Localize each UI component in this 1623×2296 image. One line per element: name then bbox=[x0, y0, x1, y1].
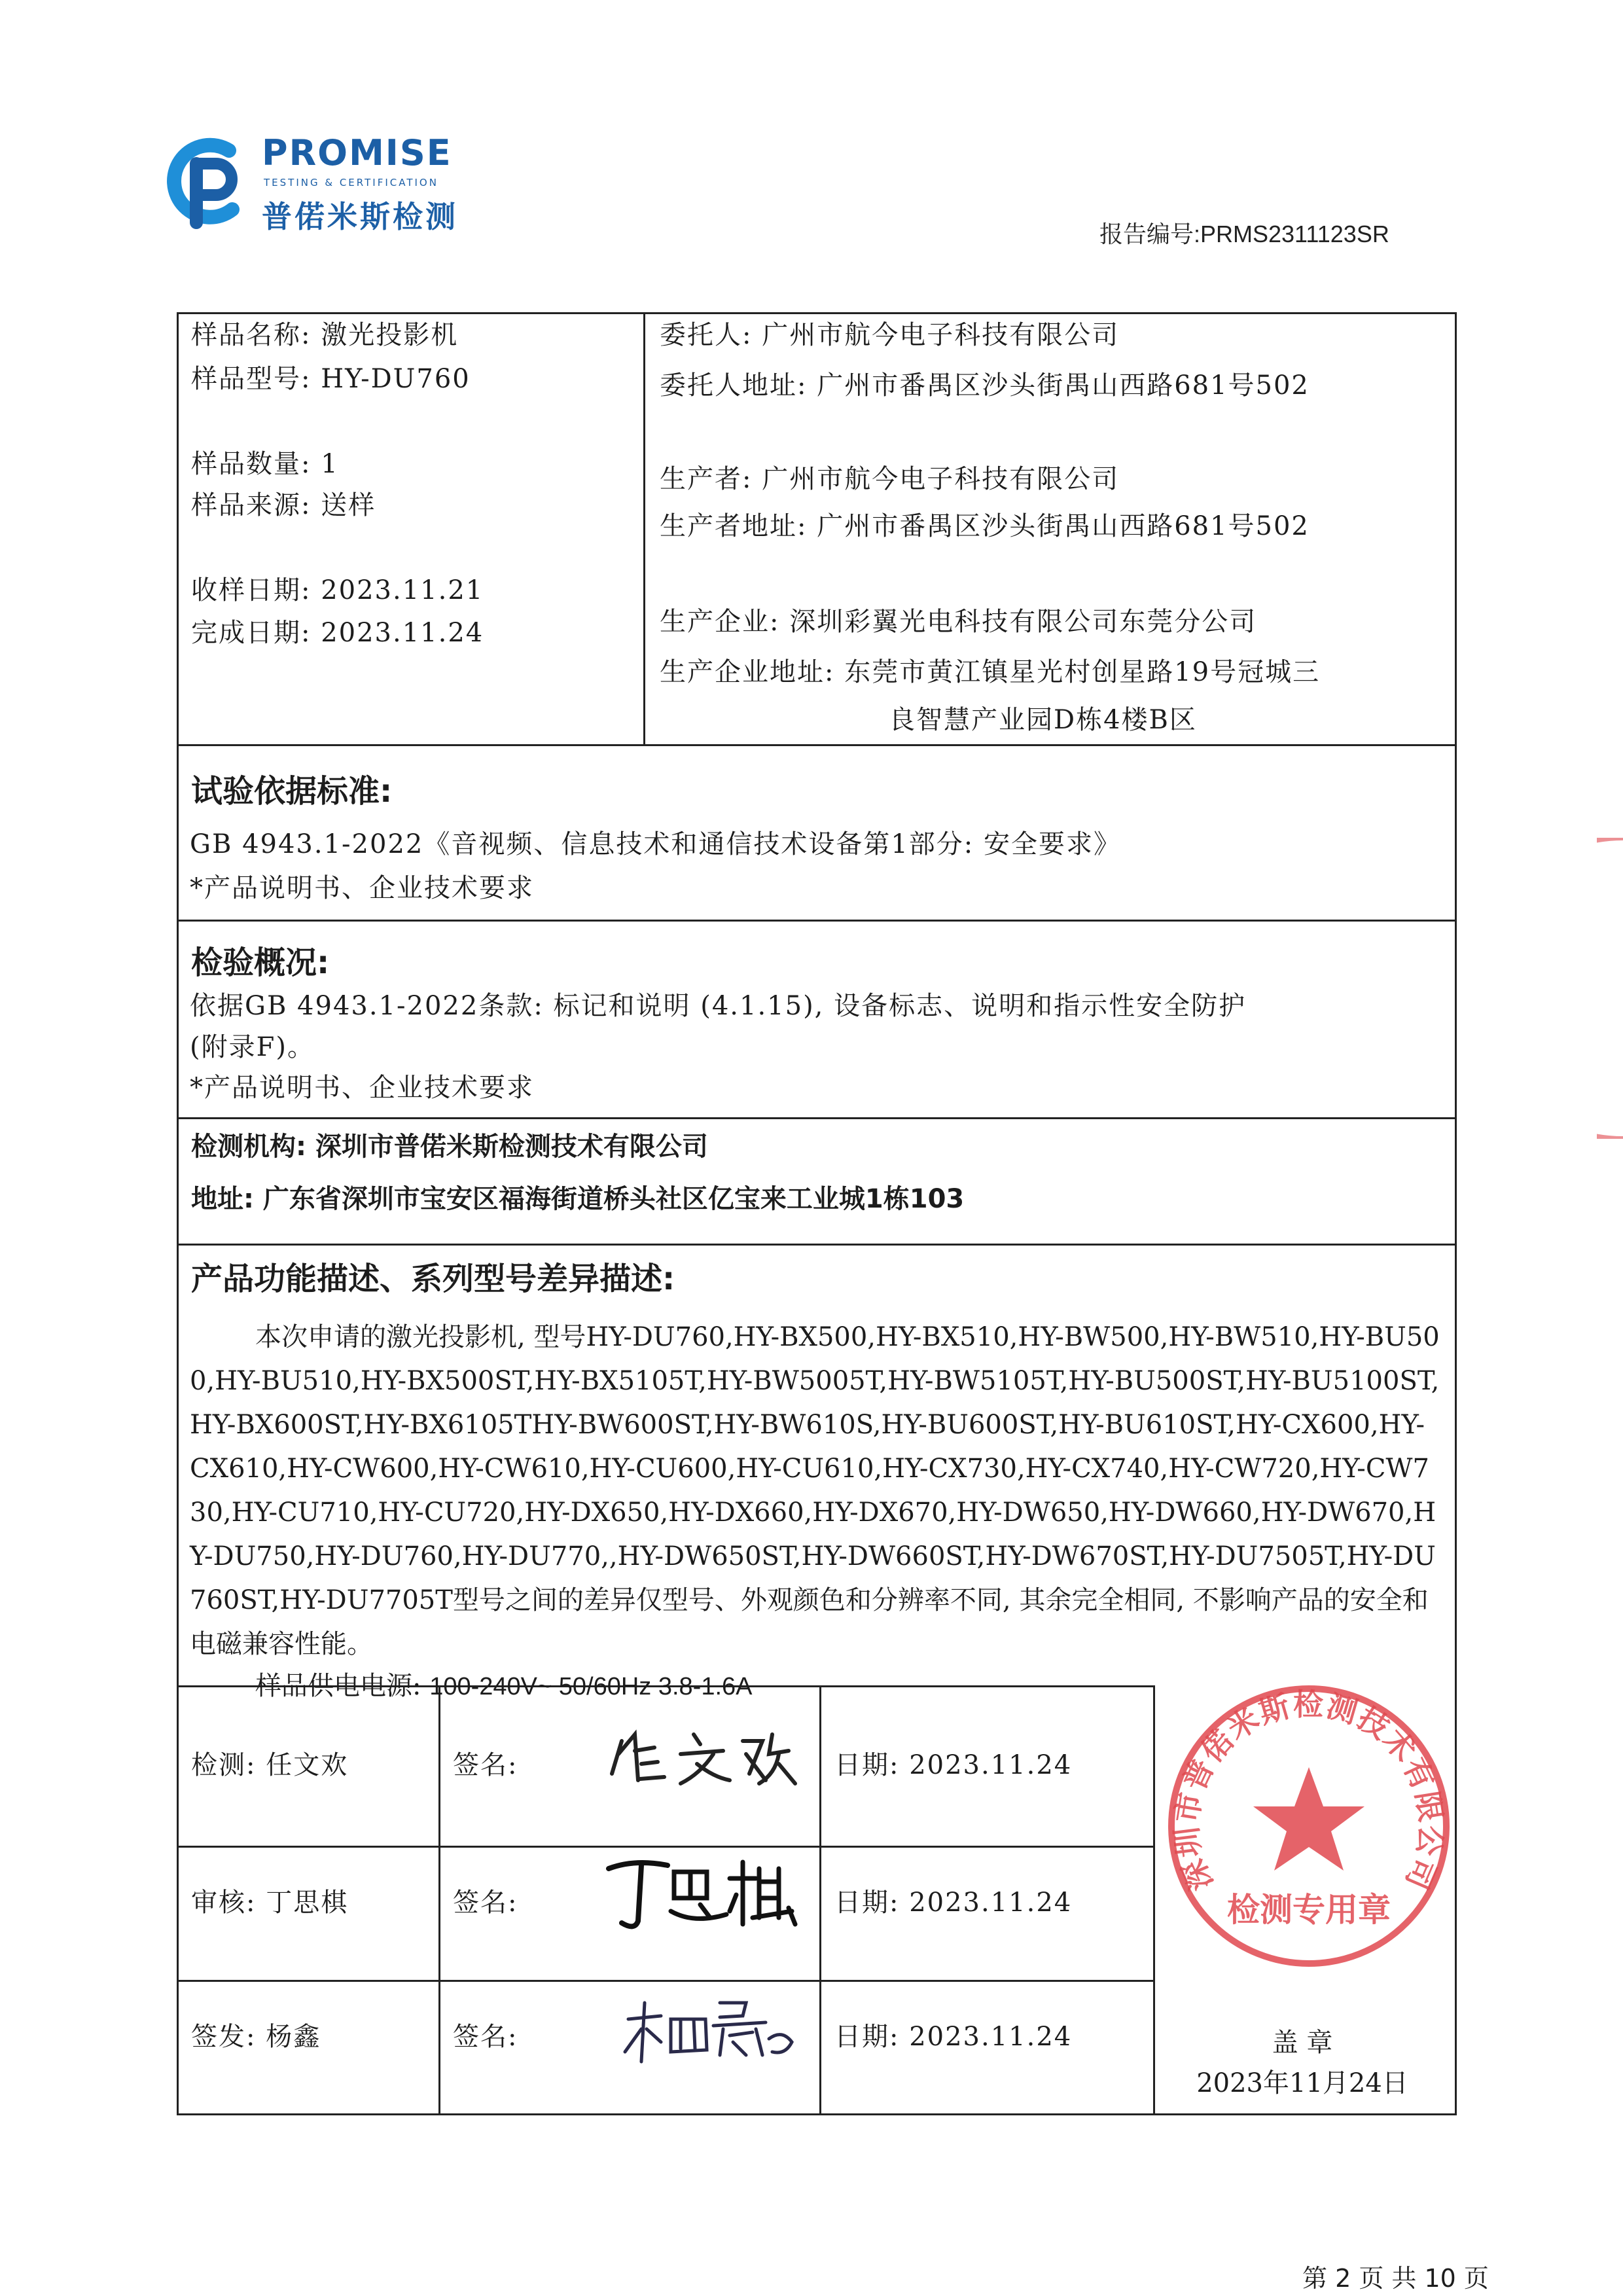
promise-logo-icon bbox=[167, 137, 252, 229]
power-supply bbox=[255, 1665, 753, 1702]
review-date: 日期: 2023.11.24 bbox=[834, 1888, 1073, 1918]
sample-model: 样品型号: HY-DU760 bbox=[191, 364, 471, 394]
star-icon bbox=[1253, 1767, 1364, 1871]
client-name: 委托人: 广州市航今电子科技有限公司 bbox=[660, 320, 1120, 350]
overview-heading: 检验概况: bbox=[191, 944, 330, 981]
divider bbox=[177, 1980, 1153, 1982]
sample-quantity: 样品数量: 1 bbox=[191, 449, 339, 479]
producer-name: 生产者: 广州市航今电子科技有限公司 bbox=[660, 464, 1120, 494]
reviewer-signature bbox=[596, 1846, 805, 1937]
standard-heading: 试验依据标准: bbox=[191, 773, 393, 810]
producer-address: 生产者地址: 广州市番禺区沙头街禺山西路681号502 bbox=[660, 511, 1310, 541]
overview-line: 依据GB 4943.1-2022条款: 标记和说明 (4.1.15), 设备标志、说明和指示性安全防护 bbox=[190, 991, 1247, 1021]
brand-tagline: TESTING & CERTIFICATION bbox=[264, 177, 438, 188]
manufacturer-name: 生产企业: 深圳彩翼光电科技有限公司东莞分公司 bbox=[660, 607, 1257, 637]
description-text: 本次申请的激光投影机, 型号HY-DU760,HY-BX500,HY-BX510,HY-BW500,HY-BW510,HY-BU500,HY-BU510,HY-BX500ST,HY-BX5105T,HY-BW5005T,HY-BW5105T,HY-BU500ST,HY-BU5100ST,HY-BX600ST,HY-BX6105THY-BW600ST,HY-BW610S,HY-BU600ST,HY-BU610ST,HY-CX600,HY-CX610,HY-CW600,HY-CW610,HY-CU600,HY-CU610,HY-CX730,HY-CX740,HY-CW720,HY-CW730,HY-CU710,HY-CU720,HY-DX650,HY-DX660,HY-DX670,HY-DW650,HY-DW660,HY-DW670,HY-DU750,HY-DU760,HY-DU770,,HY-DW650ST,HY-DW660ST,HY-DW670ST,HY-DU7505T,HY-DU760ST,HY-DU7705T型号之间的差异仅型号、外观颜色和分辨率不同, 其余完全相同, 不影响产品的安全和电磁兼容性能。 bbox=[190, 1322, 1440, 1659]
issue-date: 日期: 2023.11.24 bbox=[834, 2022, 1073, 2052]
stamp-label: 盖 章 bbox=[1272, 2028, 1333, 2058]
lab-name: 检测机构: 深圳市普偌米斯检测技术有限公司 bbox=[191, 1132, 708, 1162]
seal-center-text: 检测专用章 bbox=[1227, 1891, 1391, 1929]
received-date: 收样日期: 2023.11.21 bbox=[191, 575, 484, 605]
sample-name: 样品名称: 激光投影机 bbox=[191, 320, 459, 350]
edge-seal-fragment bbox=[1597, 838, 1623, 1139]
standard-line: *产品说明书、企业技术要求 bbox=[190, 873, 534, 903]
description-heading: 产品功能描述、系列型号差异描述: bbox=[191, 1261, 675, 1297]
test-date: 日期: 2023.11.24 bbox=[834, 1750, 1073, 1780]
overview-line: (附录F)。 bbox=[190, 1032, 315, 1062]
divider bbox=[177, 1117, 1457, 1119]
power-value: 100-240V~ 50/60Hz 3.8-1.6A bbox=[429, 1673, 753, 1700]
sign-label: 签名: bbox=[453, 1888, 518, 1918]
lab-address: 地址: 广东省深圳市宝安区福海街道桥头社区亿宝来工业城1栋103 bbox=[191, 1184, 965, 1214]
divider bbox=[1153, 1685, 1155, 2115]
manufacturer-address-cont: 良智慧产业园D栋4楼B区 bbox=[889, 705, 1197, 735]
brand-name: PROMISE bbox=[262, 132, 452, 173]
divider bbox=[819, 1685, 821, 2115]
tester-signature bbox=[602, 1715, 798, 1793]
report-number: 报告编号:PRMS2311123SR bbox=[1099, 221, 1389, 247]
brand-name-cn: 普偌米斯检测 bbox=[262, 199, 458, 234]
divider bbox=[438, 1685, 440, 2115]
tester: 检测: 任文欢 bbox=[191, 1750, 349, 1780]
power-label: 样品供电电源: bbox=[255, 1671, 421, 1701]
stamp-date: 2023年11月24日 bbox=[1196, 2068, 1408, 2098]
issuer: 签发: 杨鑫 bbox=[191, 2022, 321, 2052]
sample-source: 样品来源: 送样 bbox=[191, 490, 376, 520]
sign-label: 签名: bbox=[453, 2022, 518, 2052]
company-logo bbox=[167, 131, 474, 236]
description-body bbox=[190, 1316, 1440, 1666]
completed-date: 完成日期: 2023.11.24 bbox=[191, 618, 484, 648]
manufacturer-address: 生产企业地址: 东莞市黄江镇星光村创星路19号冠城三 bbox=[660, 657, 1321, 687]
seal-ring-text: 深圳市普偌米斯检测技术有限公司 bbox=[1168, 1687, 1450, 1896]
divider bbox=[177, 1244, 1457, 1246]
page-number: 第 2 页 共 10 页 bbox=[1302, 2264, 1489, 2293]
sign-label: 签名: bbox=[453, 1750, 518, 1780]
divider bbox=[177, 744, 1457, 746]
official-seal bbox=[1158, 1676, 1459, 1977]
divider bbox=[177, 920, 1457, 922]
divider bbox=[643, 312, 645, 744]
reviewer: 审核: 丁思棋 bbox=[191, 1888, 349, 1918]
client-address: 委托人地址: 广州市番禺区沙头街禺山西路681号502 bbox=[660, 370, 1310, 401]
issuer-signature bbox=[615, 1990, 812, 2068]
stamp-note bbox=[1178, 2022, 1427, 2104]
standard-line: GB 4943.1-2022《音视频、信息技术和通信技术设备第1部分: 安全要求》 bbox=[190, 829, 1121, 859]
overview-line: *产品说明书、企业技术要求 bbox=[190, 1073, 534, 1103]
